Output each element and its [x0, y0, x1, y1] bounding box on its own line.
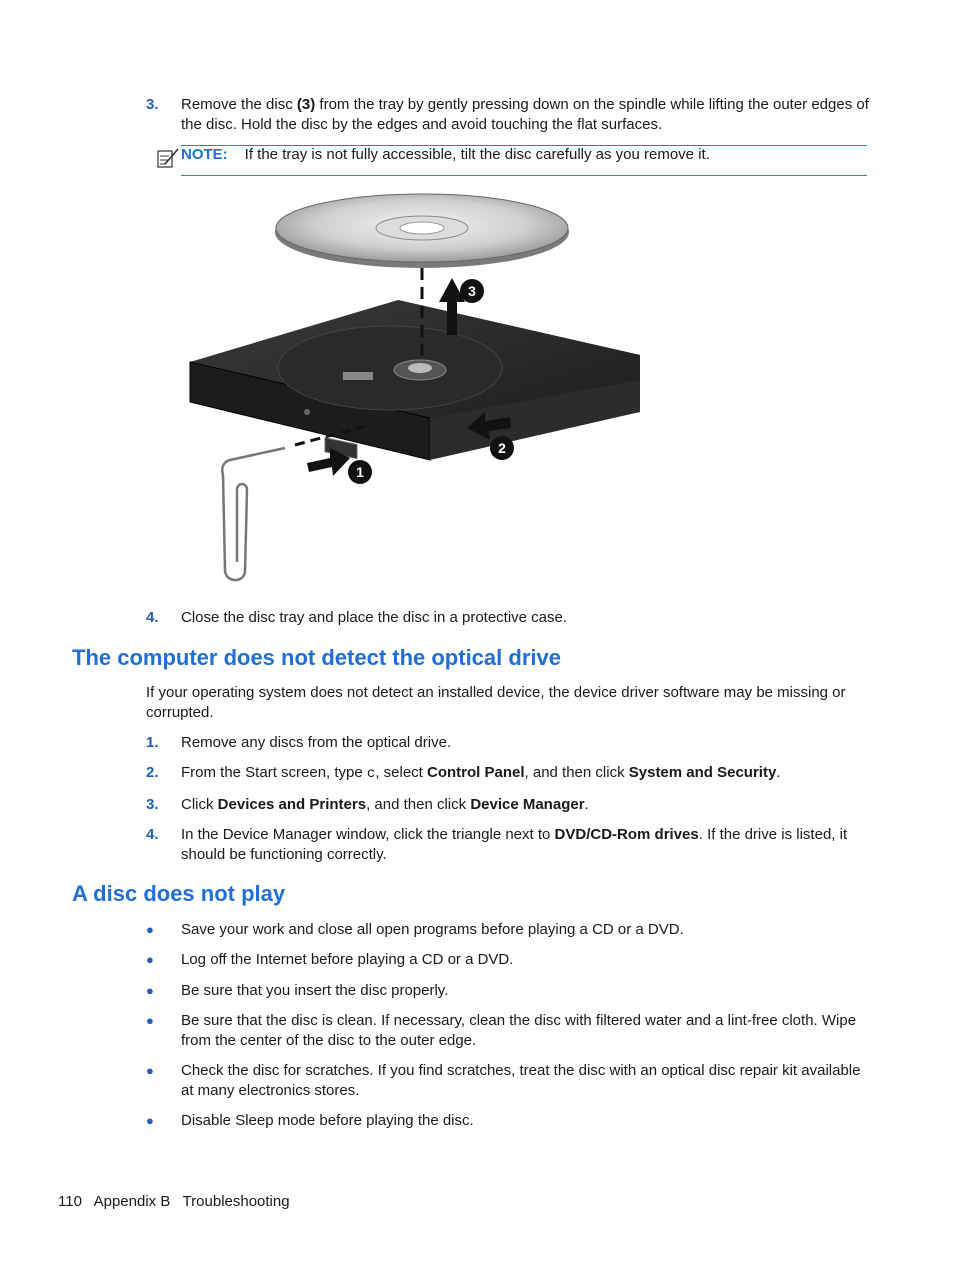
note-icon — [156, 147, 180, 169]
list-item: Save your work and close all open programs before playing a CD or a DVD. — [181, 921, 684, 938]
step-text: Remove the disc (3) from the tray by gently pressing down on the spindle while lifting the outer edges of the disc. Hold the disc by the edges and avoid touching the flat surfaces. — [181, 96, 869, 133]
callout-1: 1 — [356, 464, 364, 480]
bullet: ● — [146, 1013, 154, 1028]
note-label: NOTE: — [181, 146, 228, 163]
step-number: 4. — [146, 609, 159, 626]
bullet: ● — [146, 1113, 154, 1128]
list-item: Be sure that the disc is clean. If necessary, clean the disc with filtered water and a lint-free cloth. Wipe from the center of the disc to the outer edge. — [181, 1012, 857, 1049]
list-item: Log off the Internet before playing a CD or a DVD. — [181, 951, 514, 968]
note-text: If the tray is not fully accessible, tilt the disc carefully as you remove it. — [244, 146, 710, 163]
note — [181, 145, 871, 165]
bullet: ● — [146, 922, 154, 937]
step-number: 2. — [146, 764, 159, 781]
step-text: Close the disc tray and place the disc in a protective case. — [181, 609, 568, 626]
step-text: In the Device Manager window, click the triangle next to DVD/CD-Rom drives. If the drive is listed, it should be functioning correctly. — [181, 826, 848, 863]
page-number: 110 — [58, 1193, 82, 1210]
callout-2: 2 — [498, 440, 506, 456]
bullet: ● — [146, 952, 154, 967]
section-heading: A disc does not play — [72, 881, 286, 906]
section-heading: The computer does not detect the optical drive — [72, 645, 561, 670]
step-number: 3. — [146, 96, 159, 113]
step-number: 3. — [146, 796, 159, 813]
bullet: ● — [146, 1063, 154, 1078]
list-item: Check the disc for scratches. If you find scratches, treat the disc with an optical disc repair kit available at many electronics stores. — [181, 1062, 861, 1099]
footer-section: Appendix B Troubleshooting — [93, 1193, 290, 1210]
section-intro: If your operating system does not detect an installed device, the device driver software may be missing or corrupted. — [146, 684, 846, 721]
step-text: From the Start screen, type c, select Control Panel, and then click System and Security. — [181, 764, 781, 782]
list-item: Be sure that you insert the disc properly. — [181, 982, 449, 999]
step-text: Remove any discs from the optical drive. — [181, 734, 452, 751]
optical-drive-illustration — [185, 190, 655, 590]
page-footer — [58, 1192, 290, 1212]
step-number: 1. — [146, 734, 159, 751]
step-number: 4. — [146, 826, 159, 843]
callout-3: 3 — [468, 283, 476, 299]
bullet: ● — [146, 983, 154, 998]
step-text: Click Devices and Printers, and then click Device Manager. — [181, 796, 589, 813]
note-bottom-rule — [181, 175, 867, 176]
list-item: Disable Sleep mode before playing the disc. — [181, 1112, 474, 1129]
